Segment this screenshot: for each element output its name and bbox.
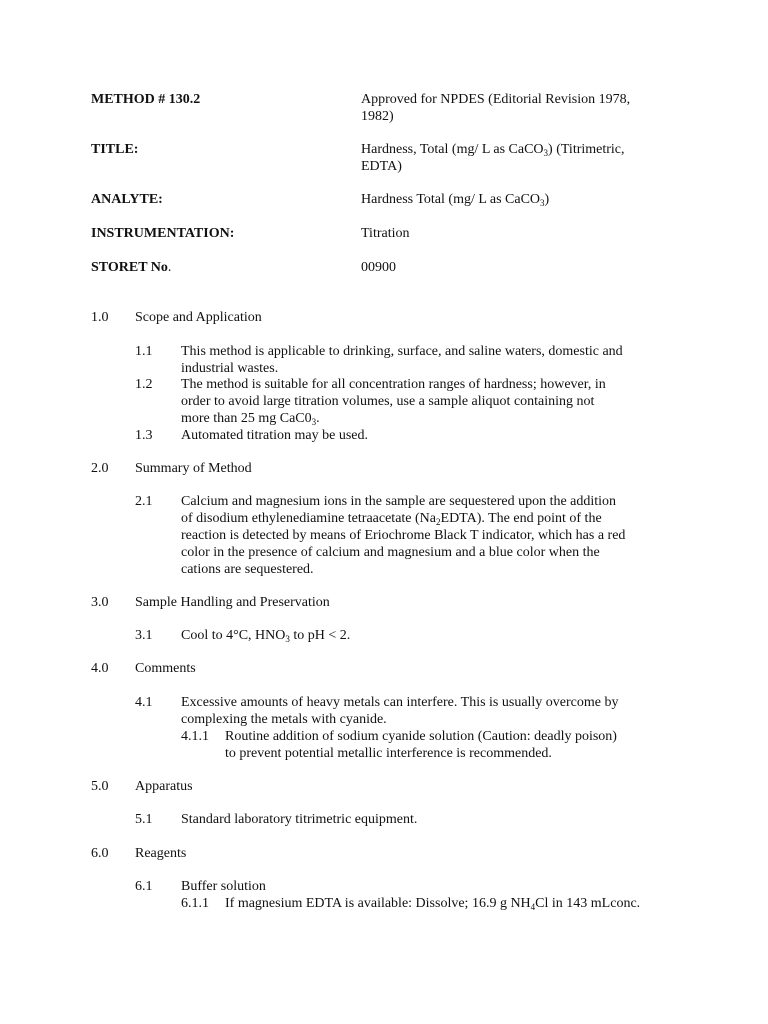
analyte-label: ANALYTE: [91,192,163,207]
section-3-number: 3.0 [91,595,109,610]
item-4-1-1-line: to prevent potential metallic interference is recommended. [225,746,552,761]
storet-value: 00900 [361,260,396,275]
title-value-line1: Hardness, Total (mg/ L as CaCO$_3$) (Titrimetric, [361,142,625,158]
item-3-1-line: Cool to 4°C, $HNO_3$ to pH < 2. [181,628,351,644]
item-1-2-number: 1.2 [135,377,153,392]
item-1-2-line: The method is suitable for all concentration ranges of hardness; however, in [181,377,606,392]
item-1-2-line: order to avoid large titration volumes, use a sample aliquot containing not [181,394,595,409]
section-5-title: Apparatus [135,779,193,794]
section-5-number: 5.0 [91,779,109,794]
item-6-1-line: Buffer solution [181,879,266,894]
section-4-number: 4.0 [91,661,109,676]
item-2-1-line: Calcium and magnesium ions in the sample are sequestered upon the addition [181,494,617,509]
item-1-3-line: Automated titration may be used. [181,428,369,443]
instrumentation-label: INSTRUMENTATION: [91,226,235,241]
item-2-1-line: reaction is detected by means of Eriochrome Black T indicator, which has a red [181,528,626,543]
method-value-line2: 1982) [361,109,394,124]
item-5-1-line: Standard laboratory titrimetric equipment. [181,812,418,827]
item-3-1-number: 3.1 [135,628,153,643]
item-1-1-number: 1.1 [135,344,153,359]
storet-label: STORET No. [91,260,172,275]
title-label: TITLE: [91,142,139,157]
item-6-1-number: 6.1 [135,879,153,894]
title-value-line2: EDTA) [361,159,402,174]
item-4-1-line: complexing the metals with cyanide. [181,712,387,727]
section-2-number: 2.0 [91,461,109,476]
section-2-title: Summary of Method [135,461,252,476]
item-2-1-line: of disodium ethylenediamine tetraacetate $(Na_2EDTA)$. The end point of the [181,511,602,527]
item-2-1-line: color in the presence of calcium and magnesium and a blue color when the [181,545,600,560]
item-1-1-line: This method is applicable to drinking, surface, and saline waters, domestic and [181,344,623,359]
item-4-1-number: 4.1 [135,695,153,710]
section-4-title: Comments [135,661,196,676]
analyte-value: Hardness Total (mg/ L as CaCO$_3$) [361,192,550,208]
section-6-title: Reagents [135,846,187,861]
item-4-1-line: Excessive amounts of heavy metals can interfere. This is usually overcome by [181,695,619,710]
item-2-1-line: cations are sequestered. [181,562,314,577]
method-label: METHOD # 130.2 [91,92,201,107]
item-6-1-1-line: If magnesium EDTA is available: Dissolve; 16.9 g $NH_4Cl$ in 143 mLconc. [225,896,641,912]
item-4-1-1-number: 4.1.1 [181,729,209,744]
item-2-1-number: 2.1 [135,494,153,509]
section-6-number: 6.0 [91,846,109,861]
item-6-1-1-number: 6.1.1 [181,896,209,911]
item-1-3-number: 1.3 [135,428,153,443]
section-1-title: Scope and Application [135,310,262,325]
item-4-1-1-line: Routine addition of sodium cyanide solution (Caution: deadly poison) [225,729,617,744]
section-1-number: 1.0 [91,310,109,325]
item-1-1-line: industrial wastes. [181,361,279,376]
section-3-title: Sample Handling and Preservation [135,595,330,610]
item-5-1-number: 5.1 [135,812,153,827]
instrumentation-value: Titration [361,226,410,241]
method-value-line1: Approved for NPDES (Editorial Revision 1978, [361,92,631,107]
item-1-2-line: more than 25 mg $CaC0_3$. [181,411,320,427]
